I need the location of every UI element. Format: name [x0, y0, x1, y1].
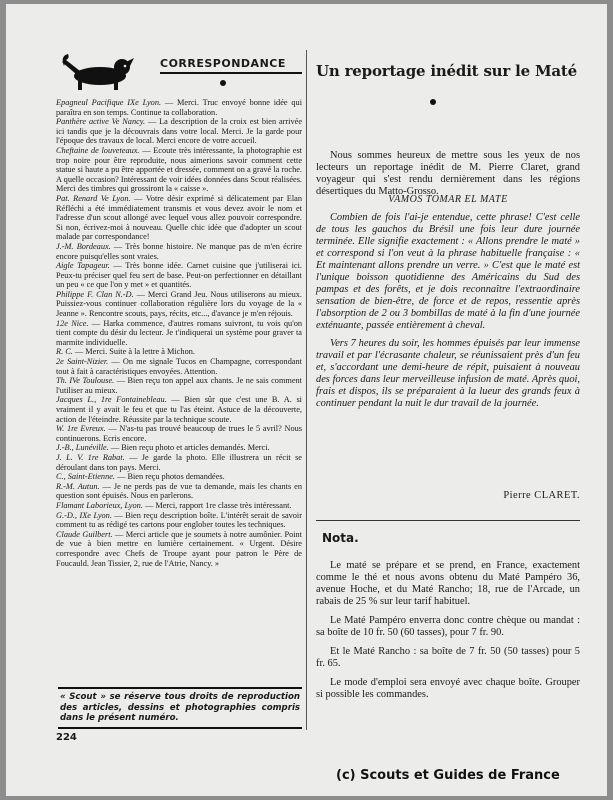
letter-item — [56, 511, 302, 530]
letter-sender: W. 1re Evreux. — [56, 424, 106, 434]
letter-item — [56, 530, 302, 568]
letter-item — [56, 146, 302, 194]
letter-sender: Panthère active Ve Nancy. — [56, 117, 146, 127]
letter-item — [56, 482, 302, 501]
bullet-icon — [430, 99, 436, 105]
letter-sender: J.-M. Bordeaux. — [56, 241, 111, 251]
letter-sender: Epagneul Pacifique IXe Lyon. — [56, 98, 162, 107]
letter-item — [56, 117, 302, 146]
story-paragraph: Vers 7 heures du soir, les hommes épuisés par leur immense travail et par l'écrasante chaleur, se réunissaient près d'un feu et, s'accordant une demi-heure de répit, puisaient à nouveau des forces dans leur merveilleuse infusion de maté. Après quoi, frais et dispos, ils se préparaient à la lueur des grands feux à continuer pendant la nuit le dur travail de la journée. — [316, 338, 580, 409]
letter-reply: — Bien reçu photo et articles demandés. Merci. — [108, 443, 270, 453]
letter-reply: — Je ne perds pas de vue ta demande, mais les chants en question sont épuisés. Nous en parlerons. — [56, 481, 302, 501]
letter-sender: J. L. V. 1re Rabat. — [56, 452, 125, 462]
letter-item — [56, 376, 302, 395]
letter-item — [56, 261, 302, 290]
letter-item — [56, 194, 302, 242]
letter-item — [56, 242, 302, 261]
section-heading: CORRESPONDANCE — [160, 57, 286, 70]
copyright-watermark: (c) Scouts et Guides de France — [336, 768, 560, 783]
letter-item — [56, 453, 302, 472]
letter-item — [56, 347, 302, 357]
letter-sender: Cheftaine de louveteaux. — [56, 145, 140, 155]
letter-reply: — Harka commence, d'autres romans suivront, tu vois qu'on tient compte du désir du lecteur. Je t'indiquerai un système pour graver ta marmite individuelle. — [56, 318, 302, 347]
letter-sender: 12e Nice. — [56, 318, 89, 328]
letter-sender: 2e Saint-Nizier. — [56, 357, 109, 367]
letter-sender: G.-D., IXe Lyon. — [56, 510, 112, 520]
letter-reply: — Très bonne histoire. Ne manque pas de m'en écrire encore puisqu'elles sont vraies. — [56, 241, 302, 261]
letter-reply: — N'as-tu pas trouvé beaucoup de trues le 5 avril? Nous continuerons. Ecris encore. — [56, 424, 302, 443]
letter-reply: — Merci Grand Jeu. Nous utiliserons au mieux. Puissiez-vous continuer collaboration régulière lors du voyage de la « Jeanne ». Rencontre scouts, pays, récits, etc..., d'avance je m'en réjouis. — [56, 289, 302, 319]
letter-item — [56, 424, 302, 443]
letter-item — [56, 290, 302, 319]
letter-item — [56, 98, 302, 117]
letter-reply: — Merci article que je soumets à notre aumônier. Point de vue à bien mettre en lumière certainement. « Urgent. Désire correspondre avec Chefs de Troupe ayant pour patron le Père de Foucauld. Jean Tissier, 2, rue de l'Atrie, Nancy. » — [56, 529, 302, 568]
reserve-notice: « Scout » se réserve tous droits de reproduction des articles, dessins et photographies compris dans le présent numéro. — [58, 687, 302, 729]
letter-item — [56, 319, 302, 348]
nota-paragraph: Et le Maté Rancho : sa boîte de 7 fr. 50 (50 tasses) pour 5 fr. 65. — [316, 646, 580, 669]
letter-reply: — Bien reçu photos demandées. — [115, 472, 225, 482]
letter-sender: R. C. — [56, 347, 73, 357]
letter-sender: Aigle Tapageur. — [56, 261, 110, 271]
letter-reply: — Très bonne idée. Carnet cuisine que j'utiliserai ici. Peux-tu préciser quel feu sert de base. Peut-on perfectionner en détaillant un peu « ce que l'on y met » et quantités. — [56, 261, 302, 290]
letter-sender: Philippe F. Clan N.-D. — [56, 289, 134, 299]
dog-logo-icon — [56, 52, 138, 92]
letter-reply: — Votre désir exprimé si délicatement par Elan Réfléchi a été immédiatement transmis et vous devez avoir le nom et l'adresse d'un scout allongé avec lequel vous allez pouvoir correspondre. Si non, écrivez-moi à nouveau. Quelle chic idée que d'adopter un scout malade par correspondance! — [56, 193, 303, 242]
letter-reply: — Je garde la photo. Elle illustrera un récit se déroulant dans ton pays. Merci. — [56, 452, 302, 472]
letter-item — [56, 443, 302, 453]
article-subtitle: VAMOS TOMAR EL MATE — [388, 194, 508, 205]
story-paragraph: Combien de fois l'ai-je entendue, cette phrase! C'est celle de tous les gauchos du Brésil une fois leur dure journée terminée. Elle signifie exactement : « Allons prendre le maté » et correspond si l'on veut à la phrase habituelle française : « Et maintenant allons prendre un verre. » C'est que le maté est l'unique boisson quotidienne des Américains du Sud des pampas et des forêts, et je dois reconnaître l'extraordinaire sensation de bien-être, de force et de repos, ressentie après l'absorption de 2 ou 3 bombillas de maté à la fin d'une journée exténuante, passée entièrement à cheval. — [316, 212, 580, 331]
nota-title: Nota. — [322, 531, 359, 545]
nota-paragraph: Le maté se prépare et se prend, en France, exactement comme le thé et nous avons obtenu du Maté Pampéro 36, avenue Hoche, et du Maté Rancho; 18, rue de l'Arcade, un rabais de 25 % sur leur tarif habituel. — [316, 560, 580, 607]
letter-reply: — Bien sûr que c'est une B. A. si vraiment il y avait le feu et que tu l'as éteint. Astuce de la découverte, action de l'éteindre. Réussite par la technique scoute. — [56, 395, 302, 424]
letter-item — [56, 395, 302, 424]
letter-sender: Pat. Renard Ve Lyon. — [56, 193, 131, 203]
letter-sender: R.-M. Autun. — [56, 481, 100, 491]
letter-reply: — Bien reçu description boîte. L'intérêt serait de savoir comment tu as rédigé tes cartons pour englober toutes les techniques. — [56, 510, 302, 530]
nota-body — [316, 560, 580, 708]
article-intro: Nous sommes heureux de mettre sous les yeux de nos lecteurs un reportage inédit de M. Pierre Claret, grand voyageur qui s'est rendu dernièrement dans les régions désertiques du Matto-Grosso. — [316, 150, 580, 197]
letter-reply: — Merci. Truc envoyé bonne idée qui paraîtra en son temps. Continue ta collaboration. — [56, 98, 303, 117]
letters-list — [56, 98, 302, 568]
letter-sender: C., Saint-Etienne. — [56, 472, 115, 482]
letter-reply: — On me signale Tucos en Champagne, correspondant tout à fait à caractéristiques envoyées. Attention. — [56, 357, 302, 376]
letter-item — [56, 472, 302, 482]
letter-reply: — Merci. Suite à la lettre à Michon. — [72, 347, 195, 357]
article-title: Un reportage inédit sur le Maté — [316, 62, 577, 80]
letter-sender: J.-B., Lunéville. — [56, 443, 109, 453]
nota-paragraph: Le Maté Pampéro enverra donc contre chèque ou mandat : sa boîte de 10 fr. 50 (60 tasses), pour 7 fr. 90. — [316, 615, 580, 638]
letter-reply: — Ecoute très intéressante, la photographie est trop noire pour être reproduite, nous aimerions savoir comment cette statue si haute a pu être apportée et dressée, comment on a gravé la roche. A quelle occasion? Intéressant de voir idées données dans Scout réalisées. Merci des timbres qui grossiront la « caisse ». — [56, 145, 302, 194]
bullet-icon — [220, 80, 226, 86]
letter-item — [56, 501, 302, 511]
article-signature: Pierre CLARET. — [503, 490, 580, 501]
letter-reply: — Merci, rapport 1re classe très intéressant. — [142, 500, 292, 510]
article-story — [316, 212, 580, 416]
heading-rule — [160, 72, 302, 74]
letter-item — [56, 357, 302, 376]
letter-sender: Th. IVe Toulouse. — [56, 376, 115, 386]
nota-rule — [316, 520, 580, 521]
letter-sender: Flamant Laborieux, Lyon. — [56, 500, 143, 510]
nota-paragraph: Le mode d'emploi sera envoyé avec chaque boîte. Grouper si possible les commandes. — [316, 677, 580, 700]
letter-reply: — Bien reçu ton appel aux chants. Je ne sais comment l'utiliser au mieux. — [56, 376, 302, 395]
page-number: 224 — [56, 732, 77, 743]
letter-sender: Jacques L., 1re Fontainebleau. — [56, 395, 167, 405]
column-divider — [306, 50, 307, 730]
letter-sender: Claude Guilbert. — [56, 529, 113, 539]
letter-reply: — La description de la croix est bien arrivée ici tandis que je la découvrais dans votre local. Merci. Je la garde pour l'époque des travaux de local. Merci encore de votre accueil. — [56, 117, 302, 146]
